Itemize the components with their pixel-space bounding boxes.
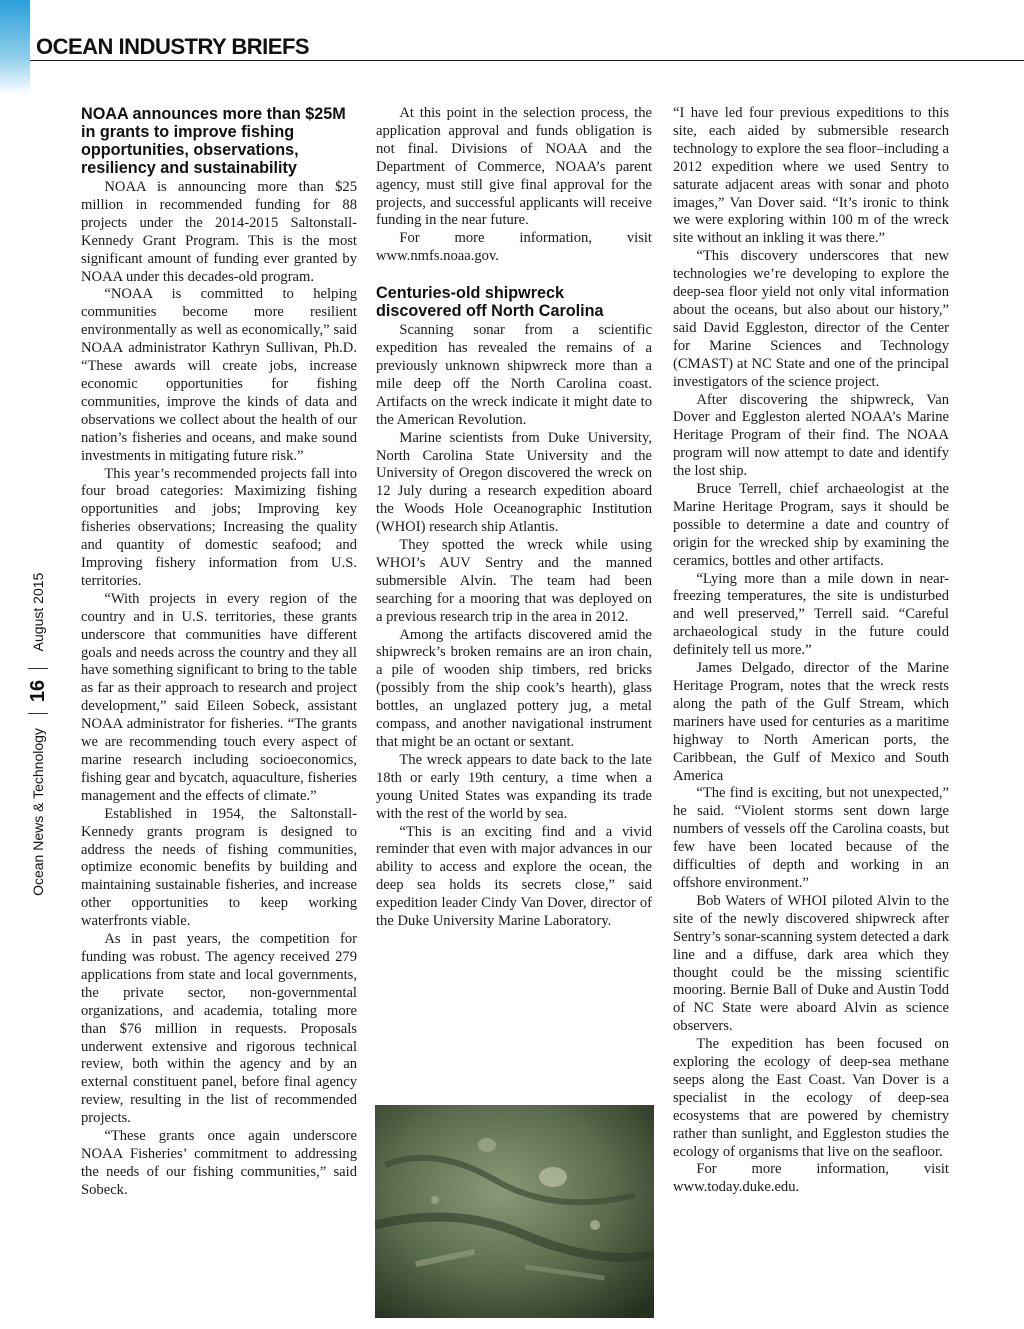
article-paragraph: “These grants once again underscore NOAA Fisheries’ commitment to addressing the needs of our fishing communities,” said Sobeck. <box>81 1128 357 1198</box>
article-paragraph: The wreck appears to date back to the late 18th or early 19th century, a time when a young United States was expanding its trade with the rest of the world by sea. <box>376 751 652 822</box>
header-accent-bar <box>0 0 30 95</box>
shipwreck-photo <box>375 1105 654 1318</box>
publication-name: Ocean News & Technology <box>30 728 46 896</box>
article-paragraph: At this point in the selection process, the application approval and funds obligation is not final. Divisions of NOAA and the Department of Commerce, NOAA’s parent agency, must still give final approval for the projects, and successful applicants will receive funding in the near future. <box>376 105 652 229</box>
section-title: OCEAN INDUSTRY BRIEFS <box>36 34 310 59</box>
article-paragraph: “NOAA is committed to helping communities become more resilient environmentally as well as economically,” said NOAA administrator Kathryn Sullivan, Ph.D. “These awards will create jobs, increase economic opportunities for fishing communities, improve the kinds of data and observations we collect about the health of our nation’s fisheries and oceans, and make sound investments in mitigating future risk.” <box>81 286 357 464</box>
article-paragraph: As in past years, the competition for funding was robust. The agency received 279 applications from state and local governments, the private sector, non-governmental organizations, and academia, totaling more than $76 million in requests. Proposals underwent extensive and rigorous technical review, both within the agency and by an external constituent panel, before final agency review, resulting in the list of recommended projects. <box>81 931 357 1127</box>
article-paragraph: They spotted the wreck while using WHOI’s AUV Sentry and the manned submersible Alvin. The team had been searching for a mooring that was deployed on a previous research trip in the area in 2012. <box>376 537 652 625</box>
article-paragraph: “I have led four previous expeditions to this site, each aided by submersible research technology to explore the sea floor–including a 2012 expedition where we used Sentry to saturate adjacent areas with sonar and photo images,” Van Dover said. “It’s ironic to think we were exploring within 100 m of the wreck site without an inkling it was there.” <box>673 105 949 247</box>
article-paragraph: Bob Waters of WHOI piloted Alvin to the site of the newly discovered shipwreck after Sentry’s sonar-scanning system detected a dark line and a diffuse, dark area which they thought could be the missing scientific mooring. Bernie Ball of Duke and Austin Todd of NC State were aboard Alvin as science observers. <box>673 892 949 1035</box>
column-2 <box>376 105 652 931</box>
column-3 <box>673 105 949 1197</box>
header-rule <box>30 60 1024 61</box>
article-headline: Centuries-old shipwreck discovered off North Carolina <box>376 284 604 321</box>
article-paragraph: “Lying more than a mile down in near-freezing temperatures, the site is undisturbed and well preserved,” Terrell said. “Careful archaeological study in the future could definitely tell us more.” <box>673 570 949 659</box>
issue-date: August 2015 <box>30 572 46 652</box>
article-paragraph: This year’s recommended projects fall into four broad categories: Maximizing fishing opportunities and jobs; Improving key fisheries observations; Increasing the quality and quantity of domestic seafood; and Improving fishery information from U.S. territories. <box>81 465 357 589</box>
article-paragraph: Among the artifacts discovered amid the shipwreck’s broken remains are an iron chain, a pile of wooden ship timbers, red bricks (possibly from the ship cook’s hearth), glass bottles, an unglazed pottery jug, a metal compass, and another navigational instrument that might be an octant or sextant. <box>376 626 652 750</box>
article-paragraph: Established in 1954, the Saltonstall-Kennedy grants program is designed to address the needs of fishing communities, optimize economic benefits by building and maintaining sustainable fisheries, and increase other opportunities to keep working waterfronts viable. <box>81 805 357 930</box>
footer-divider <box>28 713 48 714</box>
article-paragraph: Bruce Terrell, chief archaeologist at the Marine Heritage Program, says it should be possible to determine a date and country of origin for the wrecked ship by examining the ceramics, bottles and other artifacts. <box>673 481 949 569</box>
article-paragraph: For more information, visit www.today.duke.edu. <box>673 1161 949 1196</box>
shipwreck-image <box>375 1105 654 1318</box>
article-paragraph: “This discovery underscores that new technologies we’re developing to explore the deep-sea floor yield not only vital information about the oceans, but also about our history,” said David Eggleston, director of the Center for Marine Sciences and Technology (CMAST) at NC State and one of the principal investigators of the science project. <box>673 248 949 390</box>
article-paragraph: Marine scientists from Duke University, North Carolina State University and the University of Oregon discovered the wreck on 12 July during a research expedition aboard the Woods Hole Oceanographic Institution (WHOI) research ship Atlantis. <box>376 429 652 536</box>
page-footer-vertical <box>24 550 52 910</box>
article-paragraph: “With projects in every region of the country and in U.S. territories, these grants underscore that communities have different goals and needs across the country and they all have something significant to bring to the table as far as their approach to research and project development,” said Eileen Sobeck, assistant NOAA administrator for fisheries. “The grants we are recommending touch every aspect of marine research including socioeconomics, fishing gear and bycatch, aquaculture, fisheries management and the effects of climate.” <box>81 590 357 804</box>
article-paragraph: Scanning sonar from a scientific expedition has revealed the remains of a previously unknown shipwreck more than a mile deep off the North Carolina coast. Artifacts on the wreck indicate it might date to the American Revolution. <box>376 322 652 428</box>
article-paragraph: “This is an exciting find and a vivid reminder that even with major advances in our ability to access and explore the ocean, the deep sea holds its secrets close,” said expedition leader Cindy Van Dover, director of the Duke University Marine Laboratory. <box>376 823 652 930</box>
footer-divider <box>28 668 48 669</box>
column-1 <box>81 105 357 1200</box>
article-paragraph: “The find is exciting, but not unexpected,” he said. “Violent storms sent down large numbers of vessels off the Carolina coasts, but few have been located because of the difficulties of depth and working in an offshore environment.” <box>673 785 949 891</box>
article-paragraph: After discovering the shipwreck, Van Dover and Eggleston alerted NOAA’s Marine Heritage Program of their find. The NOAA program will now attempt to date and identify the lost ship. <box>673 391 949 480</box>
article-headline: NOAA announces more than $25M in grants to improve fishing opportunities, observations, resiliency and sustainability <box>81 105 346 177</box>
article-paragraph: The expedition has been focused on exploring the ecology of deep-sea methane seeps along the East Coast. Van Dover is a specialist in the ecology of deep-sea ecosystems that are powered by chemistry rather than sunlight, and Eggleston studies the ecology of organisms that live on the seafloor. <box>673 1036 949 1160</box>
article-paragraph: For more information, visit www.nmfs.noaa.gov. <box>376 230 652 265</box>
article-paragraph: James Delgado, director of the Marine Heritage Program, notes that the wreck rests along the path of the Gulf Stream, which mariners have used for centuries as a maritime highway to North American ports, the Caribbean, the Gulf of Mexico and South America <box>673 660 949 784</box>
page-number: 16 <box>26 679 49 703</box>
article-paragraph: NOAA is announcing more than $25 million in recommended funding for 88 projects under the 2014-2015 Saltonstall-Kennedy Grant Program. This is the most significant amount of funding ever granted by NOAA under this decades-old program. <box>81 179 357 285</box>
